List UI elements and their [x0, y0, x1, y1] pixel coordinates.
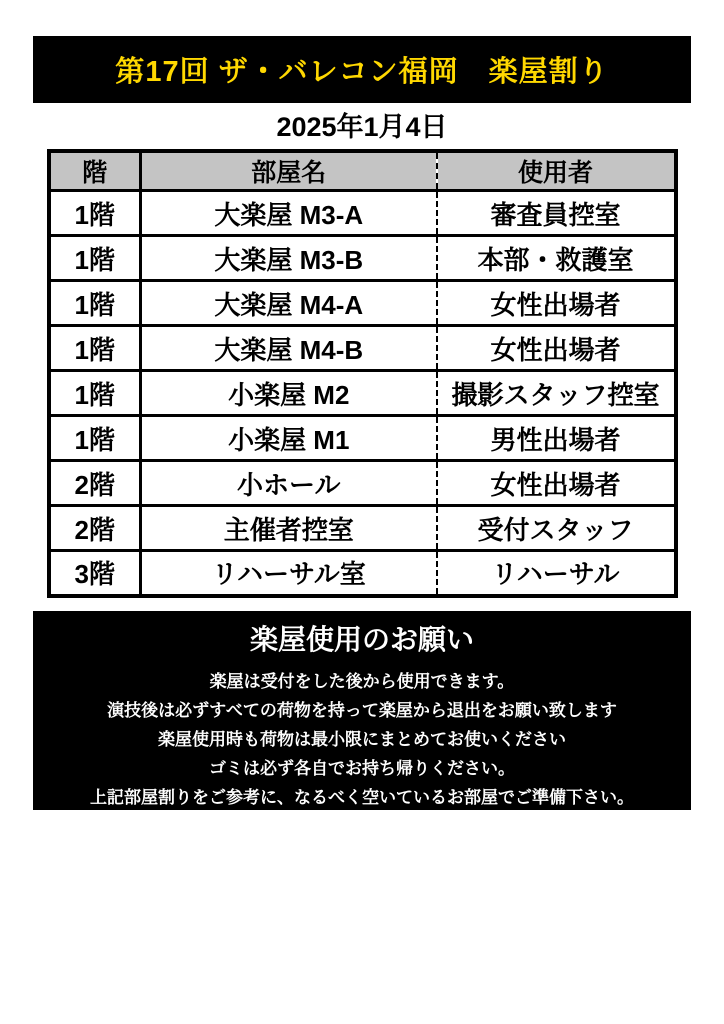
- floor-cell: 2階: [49, 461, 141, 506]
- floor-cell: 1階: [49, 236, 141, 281]
- table-row: [49, 461, 676, 506]
- user-cell: 審査員控室: [437, 191, 676, 236]
- notice-title: 楽屋使用のお願い: [249, 623, 474, 655]
- user-cell: 女性出場者: [437, 461, 676, 506]
- room-cell: 大楽屋 M4-A: [141, 281, 437, 326]
- column-header-room: 部屋名: [141, 151, 437, 191]
- table-row: [49, 281, 676, 326]
- room-cell: リハーサル室: [141, 551, 437, 596]
- user-cell: 受付スタッフ: [437, 506, 676, 551]
- user-cell: 女性出場者: [437, 326, 676, 371]
- floor-cell: 2階: [49, 506, 141, 551]
- room-cell: 主催者控室: [141, 506, 437, 551]
- room-cell: 大楽屋 M3-B: [141, 236, 437, 281]
- room-cell: 小楽屋 M2: [141, 371, 437, 416]
- user-cell: 本部・救護室: [437, 236, 676, 281]
- room-assignment-table: [47, 149, 678, 598]
- floor-cell: 1階: [49, 281, 141, 326]
- notice-line: ゴミは必ず各自でお持ち帰りください。: [209, 758, 515, 778]
- column-header-user: 使用者: [437, 151, 676, 191]
- floor-cell: 1階: [49, 416, 141, 461]
- title-banner: [33, 36, 691, 103]
- page-title: 第17回 ザ・バレコン福岡 楽屋割り: [115, 56, 609, 88]
- column-header-floor: 階: [49, 151, 141, 191]
- notice-line: 上記部屋割りをご参考に、なるべく空いているお部屋でご準備下さい。: [90, 787, 634, 807]
- floor-cell: 3階: [49, 551, 141, 596]
- user-cell: 女性出場者: [437, 281, 676, 326]
- user-cell: 撮影スタッフ控室: [437, 371, 676, 416]
- room-cell: 小ホール: [141, 461, 437, 506]
- user-cell: リハーサル: [437, 551, 676, 596]
- table-header-row: [49, 151, 676, 191]
- notice-line: 演技後は必ずすべての荷物を持って楽屋から退出をお願い致します: [107, 700, 617, 720]
- user-cell: 男性出場者: [437, 416, 676, 461]
- room-cell: 大楽屋 M4-B: [141, 326, 437, 371]
- table-row: [49, 236, 676, 281]
- floor-cell: 1階: [49, 326, 141, 371]
- notice-line: 楽屋使用時も荷物は最小限にまとめてお使いください: [158, 729, 566, 749]
- floor-cell: 1階: [49, 371, 141, 416]
- table-row: [49, 326, 676, 371]
- table-row: [49, 416, 676, 461]
- table-row: [49, 551, 676, 596]
- notice-line: 楽屋は受付をした後から使用できます。: [209, 671, 515, 691]
- floor-cell: 1階: [49, 191, 141, 236]
- event-date: 2025年1月4日: [276, 112, 448, 142]
- table-row: [49, 191, 676, 236]
- table-row: [49, 506, 676, 551]
- table-row: [49, 371, 676, 416]
- room-cell: 小楽屋 M1: [141, 416, 437, 461]
- notice-box: [33, 611, 691, 810]
- room-cell: 大楽屋 M3-A: [141, 191, 437, 236]
